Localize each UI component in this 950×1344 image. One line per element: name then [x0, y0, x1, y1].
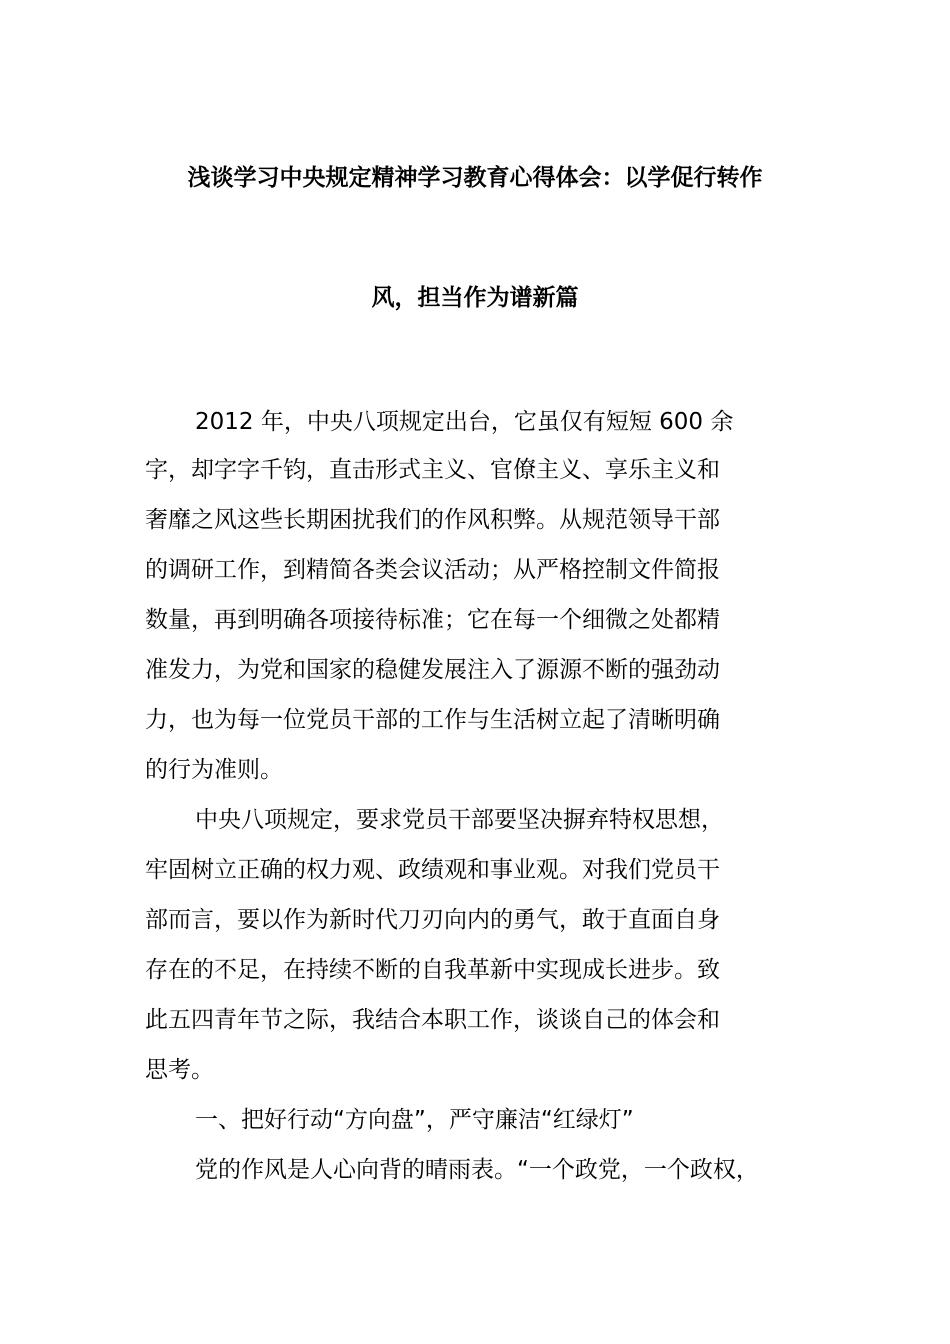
paragraph-2-line: 部而言，要以作为新时代刀刃向内的勇气，敢于直面自身: [145, 907, 720, 933]
paragraph-1-line: 的行为准则。: [145, 757, 283, 783]
paragraph-1-line: 准发力，为党和国家的稳健发展注入了源源不断的强劲动: [145, 657, 720, 683]
document-title-line-2: 风，担当作为谱新篇: [371, 285, 579, 311]
paragraph-1-line: 力，也为每一位党员干部的工作与生活树立起了清晰明确: [145, 707, 720, 733]
paragraph-2-line: 此五四青年节之际，我结合本职工作，谈谈自己的体会和: [145, 1007, 720, 1033]
paragraph-1-line: 字，却字字千钧，直击形式主义、官僚主义、享乐主义和: [145, 457, 720, 483]
paragraph-2-line: 中央八项规定，要求党员干部要坚决摒弃特权思想，: [195, 807, 724, 833]
document-title-line-1: 浅谈学习中央规定精神学习教育心得体会：以学促行转作: [187, 165, 763, 191]
paragraph-1-line: 2012 年，中央八项规定出台，它虽仅有短短 600 余: [195, 409, 734, 435]
paragraph-1-line: 的调研工作，到精简各类会议活动；从严格控制文件简报: [145, 557, 720, 583]
paragraph-2-line: 牢固树立正确的权力观、政绩观和事业观。对我们党员干: [145, 857, 720, 883]
paragraph-1-line: 奢靡之风这些长期困扰我们的作风积弊。从规范领导干部: [145, 507, 720, 533]
paragraph-1-line: 数量，再到明确各项接待标准；它在每一个细微之处都精: [145, 607, 720, 633]
section-1-heading: 一、把好行动“方向盘”，严守廉洁“红绿灯”: [195, 1107, 634, 1133]
paragraph-2-line: 存在的不足，在持续不断的自我革新中实现成长进步。致: [145, 957, 720, 983]
section-1-paragraph-line: 党的作风是人心向背的晴雨表。“一个政党，一个政权，: [195, 1157, 759, 1183]
paragraph-2-line: 思考。: [145, 1057, 214, 1083]
